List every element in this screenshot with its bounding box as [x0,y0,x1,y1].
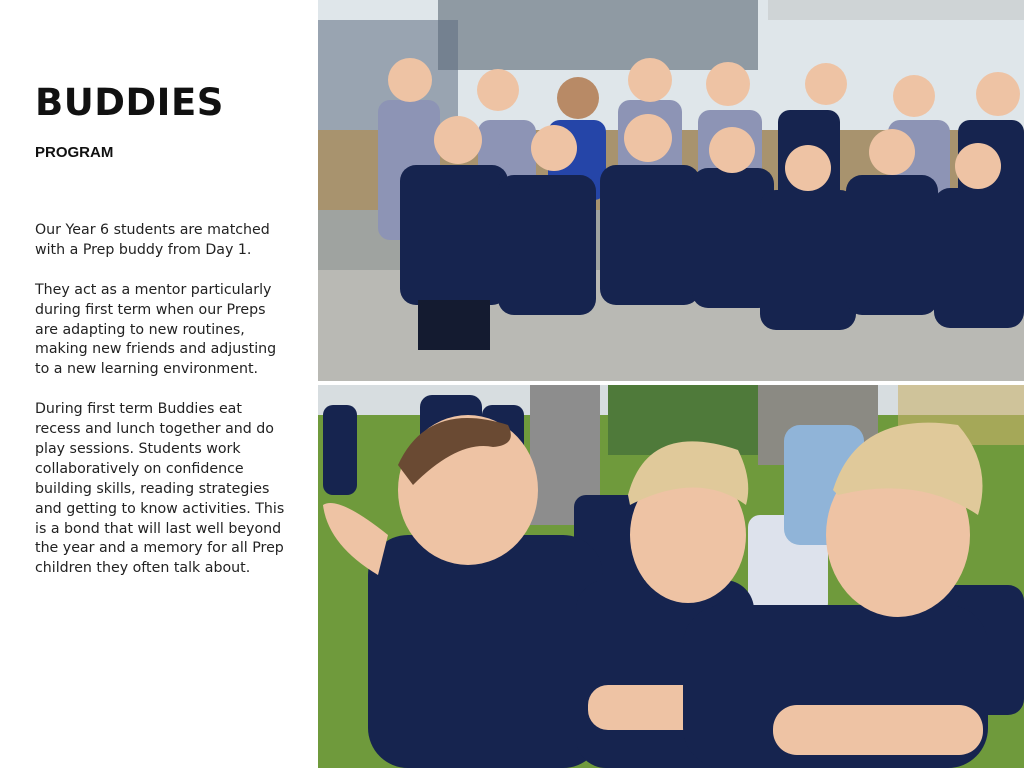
child-face [628,58,672,102]
child-face [477,69,519,111]
page-title: BUDDIES [35,81,224,124]
child-face [531,125,577,171]
child-shorts [418,300,490,350]
child-uniform [934,188,1024,328]
child-face [557,77,599,119]
child-face [434,116,482,164]
child-face [785,145,831,191]
paragraph-mentor: They act as a mentor particularly during first term when our Preps are adapting to new routines, making new friends and adjusting to a new learning environment. [35,281,277,378]
child-face [624,114,672,162]
child-face [976,72,1020,116]
child-uniform [323,405,357,495]
closeup-photo-illustration [318,385,1024,768]
child-uniform [846,175,938,315]
group-photo-illustration [318,0,1024,381]
group-photo [318,0,1024,381]
child-face [955,143,1001,189]
polo-shirt [368,535,603,768]
child-uniform [600,165,700,305]
child-face [388,58,432,102]
child-face [709,127,755,173]
paragraph-activities: During first term Buddies eat recess and lunch together and do play sessions. Students work collaboratively on confidence building skills, reading strategies and getting to know activities. This is a bond that will last well beyond the year and a memory for all Prep children they often talk about. [35,401,285,577]
child-face [805,63,847,105]
child-face [869,129,915,175]
text-column [0,0,318,768]
paragraph-intro: Our Year 6 students are matched with a Prep buddy from Day 1. [35,222,270,258]
page-subtitle: PROGRAM [35,144,114,161]
crossed-arms [773,705,983,755]
school-building [438,0,758,70]
child-uniform [760,190,856,330]
shade-shelter-roof [768,0,1024,20]
body-text [35,221,287,599]
child-uniform [498,175,596,315]
child-face [706,62,750,106]
child-face [893,75,935,117]
buddies-closeup-photo [318,385,1024,768]
child-uniform [400,165,508,305]
